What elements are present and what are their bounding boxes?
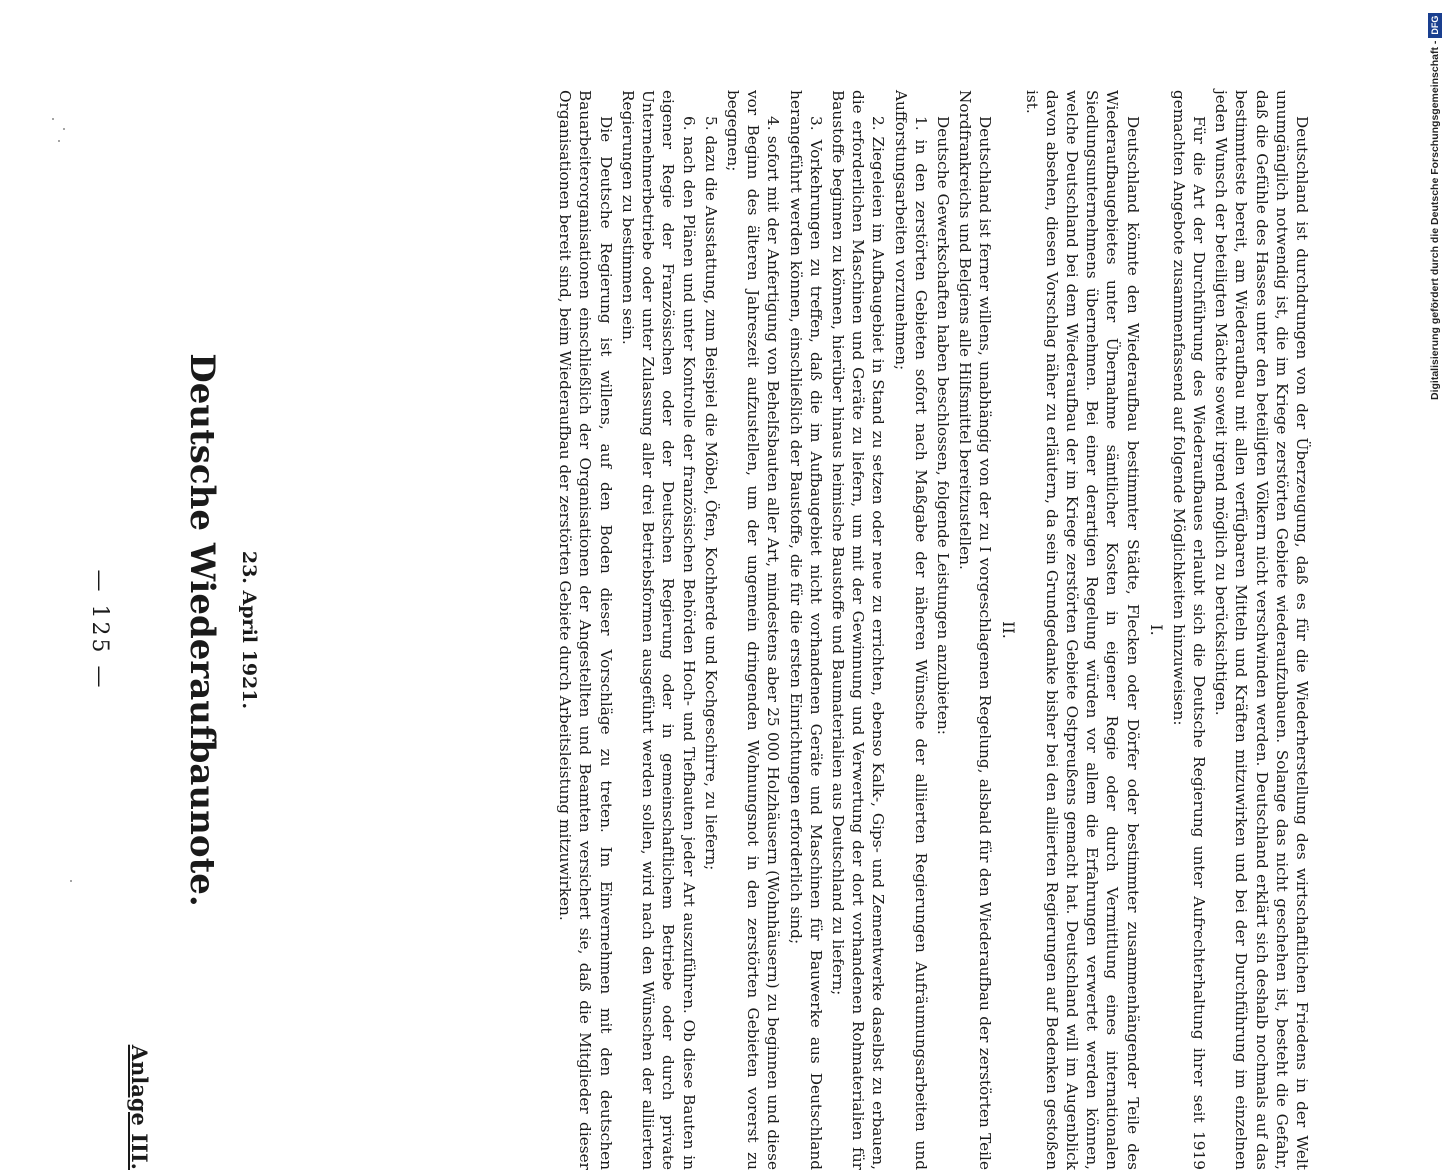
list-item: 6. nach den Plänen und unter Kontrolle der französischen Behörden Hoch- und Tiefbauten jeder Art auszuführen. Ob diese Bauten in eigener Regie der Französischen oder der Deutschen Regierung oder in gemeinschaftlichem Betriebe oder durch private Unternehmerbetriebe oder unter Zulassung aller drei Betriebsformen ausgeführt werden sollen, wird nach den Wünschen der alliierten Regierungen zu bestimmen sein. bbox=[618, 90, 698, 1170]
list-item: 1. in den zerstörten Gebieten sofort nach Maßgabe der näheren Wünsche der alliierten Regierungen Aufräumungsarbeiten und Aufforstungsarbeiten vorzunehmen; bbox=[891, 90, 930, 1170]
page-number-text: — 125 — bbox=[87, 569, 112, 691]
list-item: 5. dazu die Ausstattung, zum Beispiel die Möbel, Öfen, Kochherde und Kochgeschirre, zu liefern; bbox=[701, 116, 720, 871]
intro-paragraph-2: Für die Art der Durchführung des Wiederaufbaues erlaubt sich die Deutsche Regierung unter Aufrechterhaltung ihrer seit 1919 gemachten Angebote zusammenfassend auf folgende Möglichkeiten hinzuweisen: bbox=[1169, 90, 1208, 1170]
list-item: 4. sofort mit der Anfertigung von Behelfsbauten aller Art, mindestens aber 25 000 Holzhäusern (Wohnhäusern) zu beginnen und diese vor Beginn des älteren Jahreszeit aufzustellen, um der ungemein dringenden Wohnungsnot in den zerstörten Gebieten vorerst zu begegnen; bbox=[723, 90, 783, 1170]
body-columns bbox=[272, 90, 1312, 1170]
list-item: 2. Ziegeleien im Aufbaugebiet in Stand zu setzen oder neue zu errichten, ebenso Kalk-, Gips- und Zementwerke daselbst zu erbauen, die erforderlichen Maschinen und Geräte zu liefern, um mit der Gewinnung und Verwertung der dort vorhandenen Rohmaterialien für Baustoffe beginnen zu können, hierüber hinaus heimische Baustoffe und Baumaterialien aus Deutschland zu liefern; bbox=[828, 90, 888, 1170]
scan-speck bbox=[52, 118, 54, 120]
document-text-column bbox=[87, 90, 1312, 1170]
credit-line bbox=[1426, 10, 1444, 400]
scan-speck bbox=[58, 140, 60, 142]
scan-speck bbox=[70, 880, 72, 882]
scan-speck bbox=[63, 128, 65, 130]
section-1-paragraph: Deutschland könnte den Wiederaufbau bestimmter Städte, Flecken oder Dörfer oder bestimmter zusammenhängender Teile des Wiederaufbaugebietes unter Übernahme sämtlicher Kosten in eigener Regie oder durch Vermittlung eines internationalen Siedlungsunternehmens übernehmen. Bei einer derartigen Regelung würden vor allem die Erfahrungen verwertet werden können, welche Deutschland bei dem Wiederaufbau der im Kriege zerstörten Gebiete Ostpreußens gemacht hat. Deutschland will im Augenblick davon absehen, diesen Vorschlag näher zu erläutern, da sein Grundgedanke bisher bei den alliierten Regierungen auf Bedenken gestoßen ist. bbox=[1022, 90, 1142, 1170]
credit-text: Digitalisierung gefördert durch die Deutsche Forschungsgemeinschaft - bbox=[1429, 40, 1441, 400]
doc-date-text: 23. April 1921. bbox=[238, 550, 260, 710]
closing-paragraph: Die Deutsche Regierung ist willens, auf den Boden dieser Vorschläge zu treten. Im Einvernehmen mit den deutschen Bauarbeiterorganisationen einschließlich der Organisationen der Angestellten und Beamten versichert sie, daß die Mitglieder dieser Organisationen bereit sind, beim Wiederaufbau der zerstörten Gebiete durch Arbeitsleistung mitzuwirken. bbox=[556, 90, 615, 1170]
doc-title-text: Deutsche Wiederaufbaunote. bbox=[182, 353, 222, 907]
annex-heading: Anlage III. bbox=[127, 1044, 152, 1170]
digitization-credit bbox=[1408, 10, 1441, 400]
section-1-numeral: I. bbox=[1146, 624, 1166, 636]
section-2-paragraph-1: Deutschland ist ferner willens, unabhängig von der zu I vorgeschlagenen Regelung, alsbald für den Wiederaufbau der zerstörten Teile Nordfrankreichs und Belgiens alle Hilfsmittel bereitzustellen. bbox=[956, 90, 995, 1170]
dfg-logo: DFG bbox=[1428, 13, 1442, 38]
intro-paragraph-1: Deutschland ist durchdrungen von der Überzeugung, daß es für die Wiederherstellung des wirtschaftlichen Friedens in der Welt unumgänglich notwendig ist, die im Kriege zerstörten Gebiete wiederaufzubauen. Solange das nicht geschehen ist, besteht die Gefahr, daß die Gefühle des Hasses unter den beteiligten Völkern nicht verschwinden werden. Deutschland erklärt sich deshalb nochmals auf das bestimmteste bereit, am Wiederaufbau mit allen verfügbaren Mitteln und Kräften mitzuwirken und bei der Durchführung im einzelnen jeden Wunsch der beteiligten Mächte soweit irgend möglich zu berücksichtigen. bbox=[1212, 90, 1311, 1170]
section-2-paragraph-2: Deutsche Gewerkschaften haben beschlossen, folgende Leistungen anzubieten: bbox=[933, 116, 952, 735]
section-2-numeral: II. bbox=[999, 621, 1019, 639]
list-item: 3. Vorkehrungen zu treffen, daß die im Aufbaugebiet nicht vorhandenen Geräte und Maschinen für Bauwerke aus Deutschland herangeführt werden können, einschließlich der Baustoffe, die für die ersten Einrichtungen erforderlich sind; bbox=[786, 90, 825, 1170]
